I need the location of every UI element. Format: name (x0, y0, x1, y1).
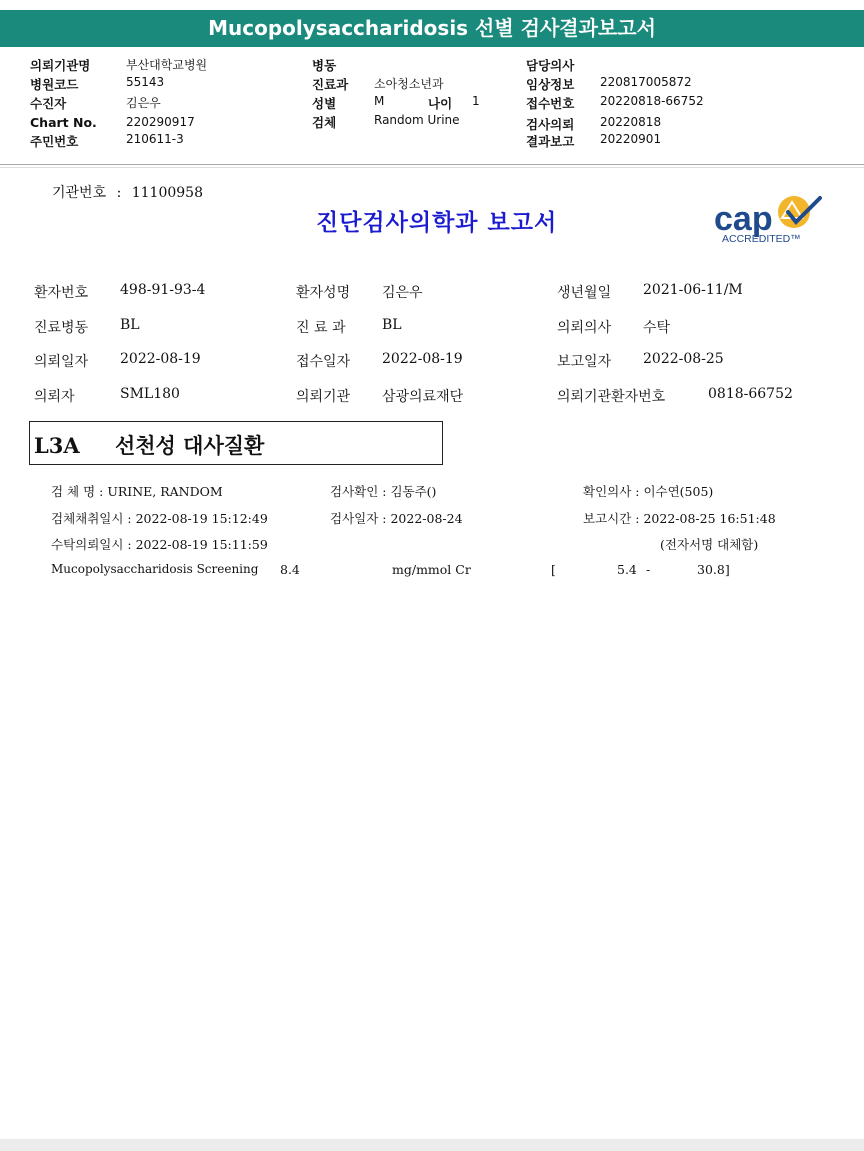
clinical-info-value: 220817005872 (600, 75, 692, 89)
age-value: 1 (472, 94, 480, 108)
header-divider-shadow (0, 167, 864, 168)
request-date-value: 2022-08-19 (120, 351, 201, 367)
hospital-name-value: 부산대학교병원 (126, 58, 208, 72)
patient-no-label: 환자번호 (34, 285, 89, 301)
header-divider (0, 164, 864, 165)
patient-no-value: 498-91-93-4 (120, 282, 206, 298)
ward-body-value: BL (120, 317, 140, 333)
specimen-name: 검 체 명 : URINE, RANDOM (51, 484, 223, 499)
result-unit: mg/mmol Cr (392, 562, 471, 577)
result-report-label: 결과보고 (526, 134, 575, 149)
cap-accredited-logo (712, 192, 824, 246)
report-date-value: 2022-08-25 (643, 351, 724, 367)
confirming-doctor: 확인의사 : 이수연(505) (583, 484, 714, 499)
birthdate-value: 2021-06-11/M (643, 282, 743, 298)
institution-number (52, 182, 203, 202)
institution-sep: : (116, 185, 122, 201)
chart-no-value: 220290917 (126, 115, 195, 129)
report-heading: 진단검사의학과 보고서 (316, 209, 558, 236)
requester-value: SML180 (120, 386, 180, 402)
requester-label: 의뢰자 (34, 389, 75, 405)
birthdate-label: 생년월일 (557, 285, 612, 301)
institution-value: 11100958 (131, 185, 203, 201)
requesting-institution-label: 의뢰기관 (296, 389, 351, 405)
referring-doctor-label: 의뢰의사 (557, 320, 612, 336)
ward-label: 병동 (312, 58, 337, 73)
test-confirm: 검사확인 : 김동주() (330, 484, 437, 499)
institution-label: 기관번호 (52, 185, 107, 201)
requesting-institution-value: 삼광의료재단 (382, 389, 464, 405)
doctor-label: 담당의사 (526, 58, 575, 73)
request-date-label: 의뢰일자 (34, 354, 89, 370)
report-title: Mucopolysaccharidosis 선별 검사결과보고서 (208, 16, 656, 40)
result-test-name: Mucopolysaccharidosis Screening (51, 562, 259, 576)
receipt-date-value: 2022-08-19 (382, 351, 463, 367)
referring-doctor-value: 수탁 (643, 320, 671, 336)
department-label: 진료과 (312, 77, 349, 92)
resident-no-value: 210611-3 (126, 132, 184, 146)
collection-datetime: 검체채취일시 : 2022-08-19 15:12:49 (51, 511, 268, 526)
test-request-value: 20220818 (600, 115, 662, 129)
specimen-label: 검체 (312, 115, 337, 130)
receipt-date-label: 접수일자 (296, 354, 351, 370)
e-signature-note: (전자서명 대체함) (660, 537, 759, 552)
referral-datetime: 수탁의뢰일시 : 2022-08-19 15:11:59 (51, 537, 268, 552)
patient-name-value: 김은우 (382, 285, 423, 301)
ward-body-label: 진료병동 (34, 320, 89, 336)
hospital-code-label: 병원코드 (30, 77, 79, 92)
test-request-label: 검사의뢰 (526, 117, 575, 132)
chart-no-label: Chart No. (30, 115, 97, 130)
age-label: 나이 (428, 96, 453, 111)
patient-name-label: 환자성명 (296, 285, 351, 301)
clinical-info-label: 임상정보 (526, 77, 575, 92)
result-range-open: [ (551, 562, 556, 577)
hospital-name-label: 의뢰기관명 (30, 58, 91, 73)
section-title (34, 430, 264, 460)
institution-patient-no-value: 0818-66752 (708, 386, 793, 402)
examinee-label: 수진자 (30, 96, 67, 111)
header-info (0, 48, 864, 164)
receipt-no-label: 접수번호 (526, 96, 575, 111)
hospital-code-value: 55143 (126, 75, 165, 89)
cap-logo-icon (712, 192, 824, 246)
result-range-high: 30.8] (697, 562, 730, 577)
section-code: L3A (34, 433, 80, 458)
sex-value: M (374, 94, 385, 108)
sex-label: 성별 (312, 96, 337, 111)
result-range-dash: - (646, 562, 651, 577)
specimen-value: Random Urine (374, 113, 460, 127)
result-report-value: 20220901 (600, 132, 662, 146)
report-title-bar (0, 10, 864, 47)
report-time: 보고시간 : 2022-08-25 16:51:48 (583, 511, 776, 526)
department-value: 소아청소년과 (374, 77, 444, 91)
footer-bar (0, 1139, 864, 1151)
result-range-low: 5.4 (617, 562, 637, 577)
receipt-no-value: 20220818-66752 (600, 94, 704, 108)
section-name: 선천성 대사질환 (114, 433, 265, 458)
dept-body-label: 진 료 과 (296, 320, 346, 336)
examinee-value: 김은우 (126, 96, 161, 110)
institution-patient-no-label: 의뢰기관환자번호 (557, 389, 666, 405)
resident-no-label: 주민번호 (30, 134, 79, 149)
test-date: 검사일자 : 2022-08-24 (330, 511, 463, 526)
report-date-label: 보고일자 (557, 354, 612, 370)
cap-logo-sub: ACCREDITED™ (722, 233, 801, 245)
cap-logo-text: cap (714, 200, 773, 238)
result-value: 8.4 (280, 562, 300, 577)
dept-body-value: BL (382, 317, 402, 333)
